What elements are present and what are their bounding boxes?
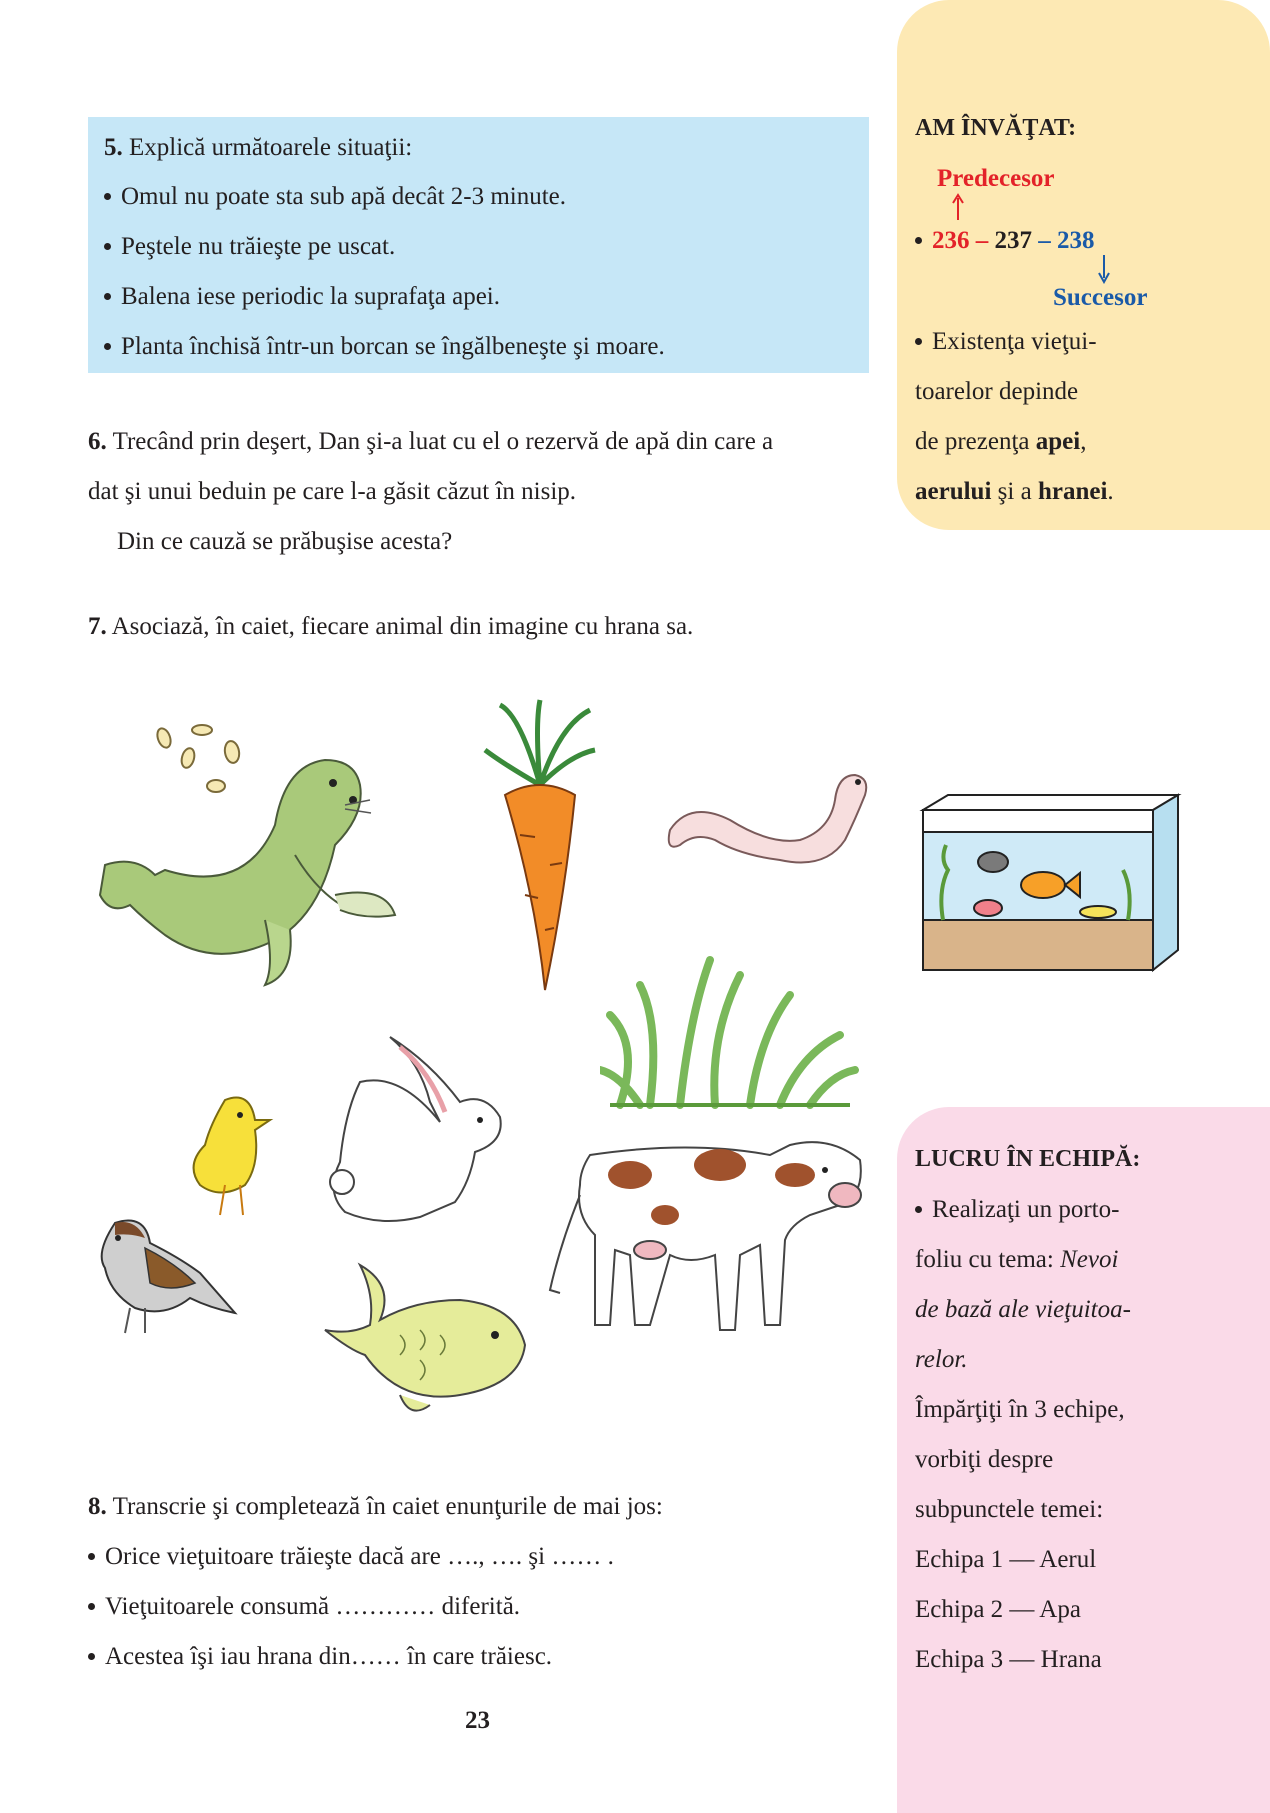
learned-text-line: aerului şi a hranei. bbox=[915, 478, 1114, 505]
exercise-6-line-1: 6. Trecând prin deşert, Dan şi-a luat cu el o rezervă de apă din care a bbox=[88, 428, 774, 455]
worm-illustration bbox=[660, 760, 875, 870]
learned-text-line: de prezenţa apei, bbox=[915, 428, 1087, 455]
grass-illustration bbox=[600, 955, 860, 1110]
team-work-line: subpunctele temei: bbox=[915, 1496, 1104, 1523]
team-item: Echipa 2 — Apa bbox=[915, 1596, 1081, 1623]
exercise-5-prompt: 5. Explică următoarele situaţii: bbox=[104, 134, 413, 161]
team-work-line: relor. bbox=[915, 1346, 968, 1373]
exercise-5-box bbox=[88, 117, 869, 373]
exercise-8-prompt: 8. Transcrie şi completează în caiet enunţurile de mai jos: bbox=[88, 1493, 663, 1520]
team-work-box bbox=[897, 1107, 1270, 1813]
exercise-8-item: Vieţuitoarele consumă ………… diferită. bbox=[88, 1594, 520, 1619]
number-sequence: 236 – 237 – 238 bbox=[915, 228, 1095, 253]
team-work-line: Realizaţi un porto- bbox=[915, 1197, 1119, 1222]
team-work-title: LUCRU ÎN ECHIPĂ: bbox=[915, 1146, 1141, 1172]
predecessor-label: Predecesor bbox=[937, 165, 1055, 192]
successor-label: Succesor bbox=[1053, 284, 1148, 311]
team-work-line: foliu cu tema: Nevoi bbox=[915, 1246, 1119, 1273]
arrow-down-icon bbox=[1097, 254, 1111, 284]
arrow-up-icon bbox=[951, 193, 965, 221]
team-work-line: Împărţiţi în 3 echipe, bbox=[915, 1396, 1125, 1423]
rabbit-illustration bbox=[320, 1032, 520, 1232]
exercise-6-line-2: dat şi unui beduin pe care l-a găsit căzut în nisip. bbox=[88, 478, 577, 505]
exercise-5-item: Planta închisă într-un borcan se îngălbeneşte şi moare. bbox=[104, 334, 665, 359]
aquarium-illustration bbox=[918, 790, 1183, 975]
learned-title: AM ÎNVĂŢAT: bbox=[915, 115, 1077, 141]
team-item: Echipa 3 — Hrana bbox=[915, 1646, 1102, 1673]
learned-text-line: Existenţa vieţui- bbox=[915, 329, 1097, 354]
learned-box bbox=[897, 0, 1270, 530]
carrot-illustration bbox=[480, 695, 605, 995]
page-number: 23 bbox=[465, 1707, 490, 1734]
team-work-line: vorbiţi despre bbox=[915, 1446, 1054, 1473]
team-work-line: de bază ale vieţuitoa- bbox=[915, 1296, 1131, 1323]
exercise-7: 7. Asociază, în caiet, fiecare animal din imagine cu hrana sa. bbox=[88, 613, 694, 640]
chick-illustration bbox=[185, 1085, 275, 1220]
exercise-5-item: Balena iese periodic la suprafaţa apei. bbox=[104, 284, 500, 309]
exercise-6-question: Din ce cauză se prăbuşise acesta? bbox=[117, 528, 453, 555]
team-item: Echipa 1 — Aerul bbox=[915, 1546, 1097, 1573]
fish-illustration bbox=[320, 1255, 530, 1420]
seal-illustration bbox=[95, 745, 405, 995]
sparrow-illustration bbox=[90, 1213, 240, 1338]
exercise-8-item: Orice vieţuitoare trăieşte dacă are …., …. şi …… . bbox=[88, 1544, 614, 1569]
learned-text-line: toarelor depinde bbox=[915, 378, 1079, 405]
cow-illustration bbox=[540, 1125, 875, 1350]
exercise-8-item: Acestea îşi iau hrana din…… în care trăiesc. bbox=[88, 1644, 552, 1669]
exercise-5-item: Omul nu poate sta sub apă decât 2-3 minute. bbox=[104, 184, 566, 209]
exercise-5-item: Peştele nu trăieşte pe uscat. bbox=[104, 234, 395, 259]
